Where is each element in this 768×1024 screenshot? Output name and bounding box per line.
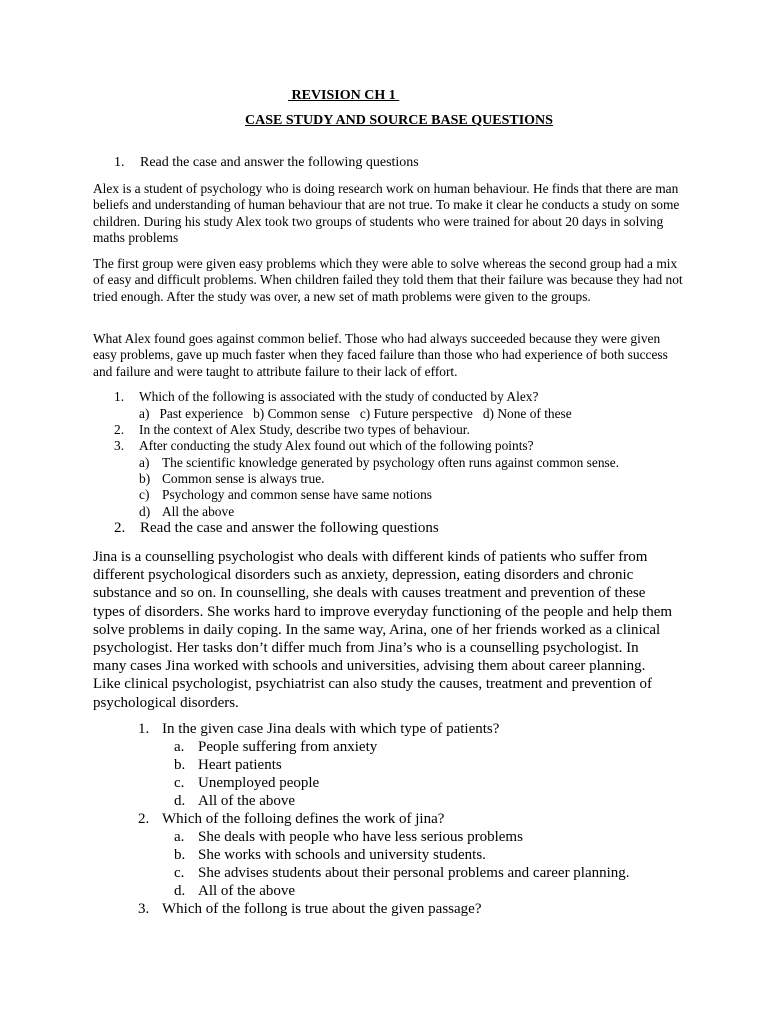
option-item — [174, 739, 377, 756]
inline-options — [139, 406, 572, 422]
option-letter: b. — [174, 757, 186, 773]
case-paragraph-3: What Alex found goes against common belief. Those who had always succeeded because they were given easy problems, gave up much faster when they faced failure than those who had experience of both success and failure and were taught to attribute failure to their lack of effort. — [93, 331, 668, 379]
question-item — [138, 811, 444, 828]
option-text: She advises students about their personal problems and career planning. — [198, 865, 630, 881]
option-item — [174, 829, 523, 846]
question-item — [138, 721, 499, 738]
option-item — [139, 487, 432, 503]
question-number: 1. — [138, 721, 150, 737]
question-item — [114, 438, 534, 454]
option-text: All of the above — [198, 883, 296, 899]
page-subtitle: CASE STUDY AND SOURCE BASE QUESTIONS — [245, 113, 553, 128]
page-title: REVISION CH 1 — [288, 88, 400, 103]
option-item — [174, 883, 295, 900]
option-letter: c) — [139, 487, 150, 502]
option-letter: b) — [139, 471, 151, 486]
option-letter: d. — [174, 883, 186, 899]
option-text: Unemployed people — [198, 775, 320, 791]
option-item: b) Common sense — [253, 406, 350, 421]
section-2-heading — [114, 520, 439, 537]
question-item — [114, 422, 470, 438]
case-paragraph-1: Alex is a student of psychology who is doing research work on human behaviour. He finds that there are man beliefs and understanding of human behaviour that are not true. To make it clear he conducts a study on some children. During his study Alex took two groups of students who were trained for about 20 days in solving maths problems — [93, 181, 680, 246]
section-heading-text: Read the case and answer the following questions — [140, 520, 439, 536]
option-letter: c. — [174, 865, 185, 881]
question-text: Which of the follong is true about the given passage? — [162, 901, 482, 917]
option-text: All of the above — [198, 793, 296, 809]
question-text: Which of the following is associated with the study of conducted by Alex? — [139, 389, 539, 404]
option-letter: d) — [139, 504, 151, 519]
option-text: She deals with people who have less serious problems — [198, 829, 523, 845]
option-text: The scientific knowledge generated by psychology often runs against common sense. — [162, 455, 620, 470]
option-item: a) Past experience — [139, 406, 244, 421]
option-text: Common sense is always true. — [162, 471, 325, 486]
option-item: c) Future perspective — [359, 406, 473, 421]
section-1-heading — [114, 155, 419, 171]
option-item — [174, 865, 630, 882]
option-letter: a. — [174, 829, 185, 845]
option-letter: b. — [174, 847, 186, 863]
option-letter: d. — [174, 793, 186, 809]
case-paragraph-jina: Jina is a counselling psychologist who deals with different kinds of patients who suffer from different psychological disorders such as anxiety, depression, eating disorders and chronic substance and so on. In counselling, she deals with causes treatment and prevention of these types of disorders. She works hard to improve everyday functioning of the people and help them solve problems in daily coping. In the same way, Arina, one of her friends worked as a clinical psychologist. Her tasks don’t differ much from Jina’s who is a counselling psychologist. In many cases Jina worked with schools and universities, advising them about career planning. Like clinical psychologist, psychiatrist can also study the causes, treatment and prevention of psychological disorders. — [93, 549, 673, 711]
option-text: All the above — [162, 504, 235, 519]
option-item — [139, 455, 619, 471]
question-number: 1. — [114, 389, 125, 404]
question-text: After conducting the study Alex found out which of the following points? — [139, 438, 534, 453]
question-text: Which of the folloing defines the work of jina? — [162, 811, 445, 827]
option-text: Psychology and common sense have same notions — [162, 487, 433, 502]
question-number: 3. — [114, 438, 125, 453]
option-text: People suffering from anxiety — [198, 739, 378, 755]
question-item — [114, 389, 538, 405]
option-item — [174, 847, 486, 864]
option-item — [139, 471, 325, 487]
option-text: She works with schools and university students. — [198, 847, 486, 863]
option-letter: a) — [139, 455, 150, 470]
case-paragraph-2: The first group were given easy problems which they were able to solve whereas the second group had a mix of easy and difficult problems. When children failed they told them that their failure was because they had not tried enough. After the study was over, a new set of math problems were given to the groups. — [93, 256, 683, 304]
option-text: Heart patients — [198, 757, 282, 773]
option-item: d) None of these — [482, 406, 572, 421]
section-number: 2. — [114, 520, 126, 536]
question-text: In the context of Alex Study, describe two types of behaviour. — [139, 422, 470, 437]
option-item — [174, 775, 319, 792]
section-heading-text: Read the case and answer the following questions — [140, 155, 419, 170]
question-item — [138, 901, 482, 918]
question-number: 3. — [138, 901, 150, 917]
question-text: In the given case Jina deals with which type of patients? — [162, 721, 500, 737]
question-number: 2. — [138, 811, 150, 827]
option-letter: a. — [174, 739, 185, 755]
question-number: 2. — [114, 422, 125, 437]
option-item — [174, 757, 282, 774]
section-number: 1. — [114, 155, 125, 170]
option-item — [174, 793, 295, 810]
option-item — [139, 504, 234, 520]
option-letter: c. — [174, 775, 185, 791]
